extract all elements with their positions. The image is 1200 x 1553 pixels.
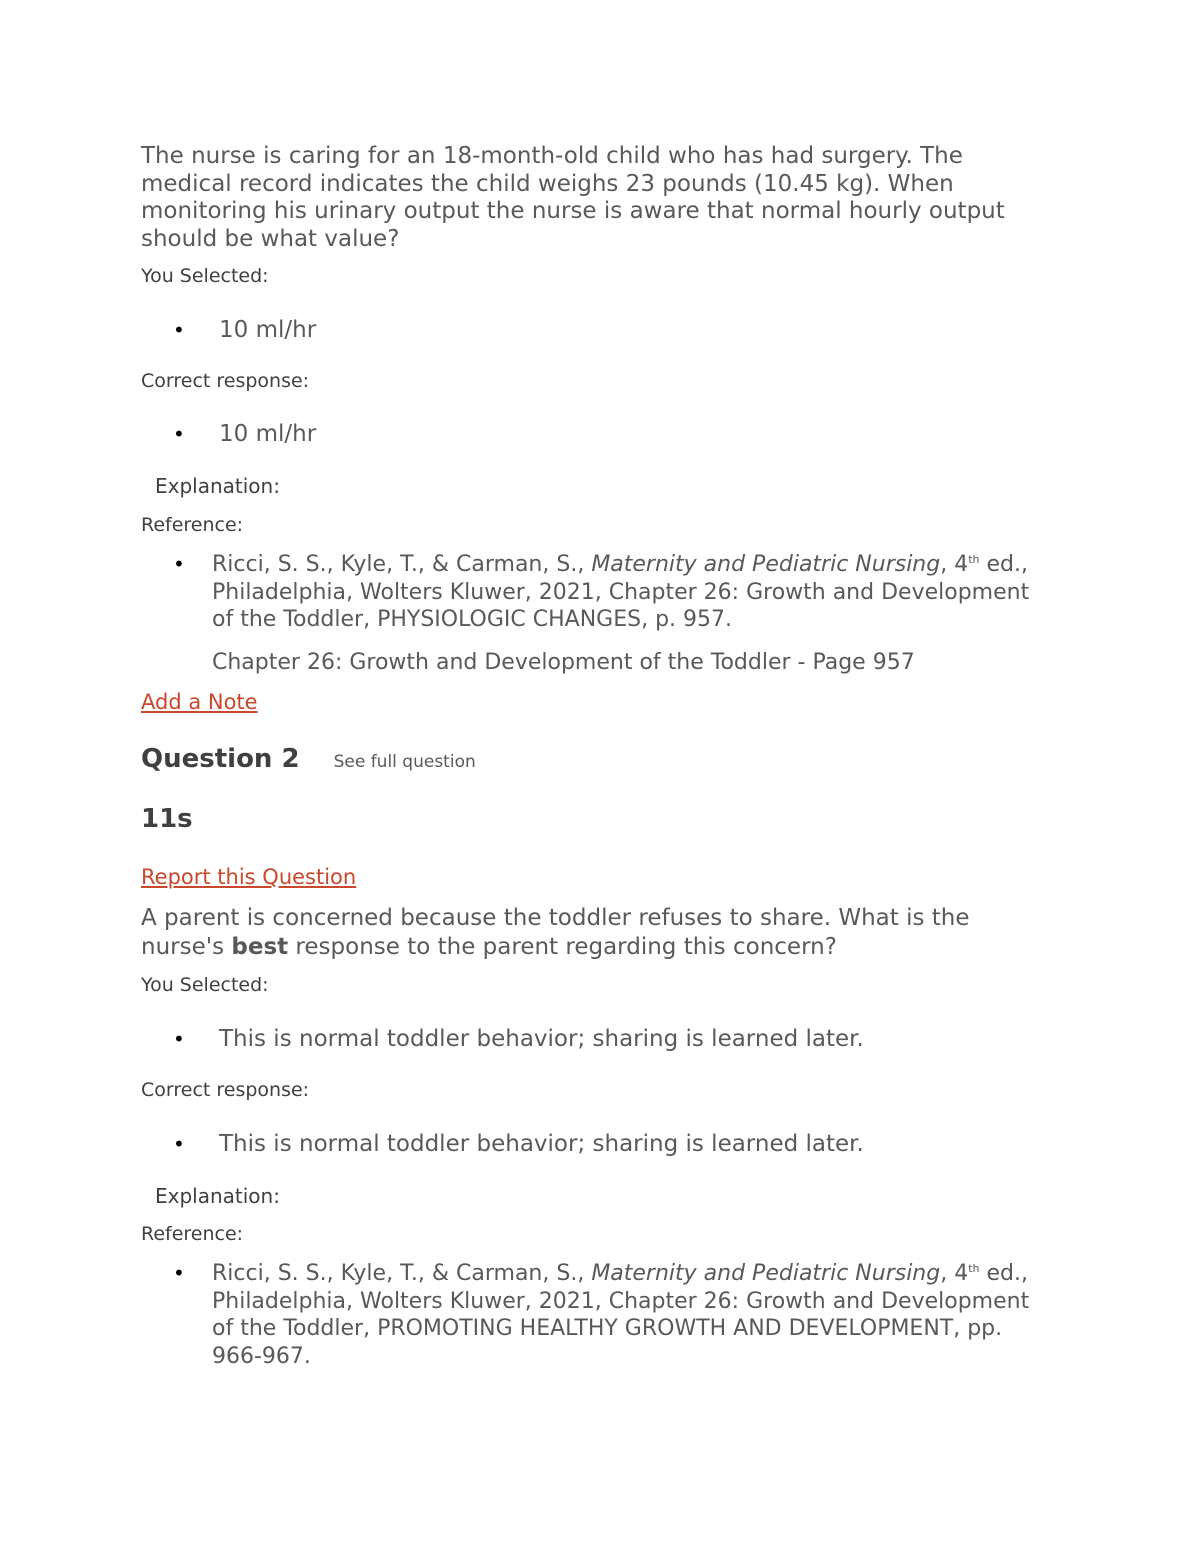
q2-you-selected-label: You Selected: [141,974,269,996]
q1-explanation-label: Explanation: [155,474,280,498]
q2-text-after: response to the parent regarding this concern? [288,934,837,960]
q2-selected-answer-text: This is normal toddler behavior; sharing is learned later. [219,1026,864,1052]
bullet-icon: • [173,422,185,446]
ref-book-title: Maternity and Pediatric Nursing [591,552,941,577]
q1-you-selected-label: You Selected: [141,265,269,287]
bullet-icon: • [173,1027,185,1051]
q1-reference-text [212,551,1032,634]
ref-edition: , 4 [940,1261,969,1286]
q1-correct-response-label: Correct response: [141,370,310,392]
ref-details: ed., Philadelphia, Wolters Kluwer, 2021, Chapter 26: Growth and Development of the Toddler, PHYSIOLOGIC CHANGES, p. 957. [212,552,1030,632]
add-note-link[interactable]: Add a Note [141,690,258,714]
q1-reference [141,551,1041,634]
question-1-text: The nurse is caring for an 18-month-old child who has had surgery. The medical record indicates the child weighs 23 pounds (10.45 kg). When monitoring his urinary output the nurse is aware that normal hourly output should be what value? [141,143,1005,252]
ref-edition-sup: th [968,1262,980,1275]
report-question-link[interactable]: Report this Question [141,865,357,889]
ref-book-title: Maternity and Pediatric Nursing [591,1261,941,1286]
q2-explanation-label: Explanation: [155,1184,280,1208]
ref-edition: , 4 [940,552,969,577]
question-2-text [141,904,1041,962]
q2-reference-label: Reference: [141,1223,244,1245]
question-2-heading [141,743,476,778]
question-timer: 11s [141,804,193,834]
question-2-title: Question 2 [141,744,300,774]
bullet-icon: • [173,552,185,576]
ref-details: ed., Philadelphia, Wolters Kluwer, 2021, Chapter 26: Growth and Development of the Toddler, PROMOTING HEALTHY GROWTH AND DEVELOPMENT, pp. 966-967. [212,1261,1030,1369]
bullet-icon: • [173,1132,185,1156]
q1-correct-answer-text: 10 ml/hr [219,421,317,447]
q2-reference [141,1260,1041,1370]
ref-authors: Ricci, S. S., Kyle, T., & Carman, S., [212,552,592,577]
q1-reference-label: Reference: [141,514,244,536]
bullet-icon: • [173,318,185,342]
ref-authors: Ricci, S. S., Kyle, T., & Carman, S., [212,1261,592,1286]
q1-selected-answer-text: 10 ml/hr [219,317,317,343]
chapter-link-text[interactable]: Chapter 26: Growth and Development of the Toddler - Page 957 [212,650,915,675]
q2-correct-answer-text: This is normal toddler behavior; sharing is learned later. [219,1131,864,1157]
q2-correct-response-label: Correct response: [141,1079,310,1101]
bullet-icon: • [173,1261,185,1285]
ref-edition-sup: th [968,553,980,566]
q2-text-before: A parent is concerned because the toddler refuses to share. What is the nurse's [141,905,970,960]
q2-text-bold: best [231,934,289,960]
q1-chapter-link[interactable] [212,649,915,676]
q2-reference-text [212,1260,1032,1370]
see-full-question-link[interactable]: See full question [333,752,476,772]
